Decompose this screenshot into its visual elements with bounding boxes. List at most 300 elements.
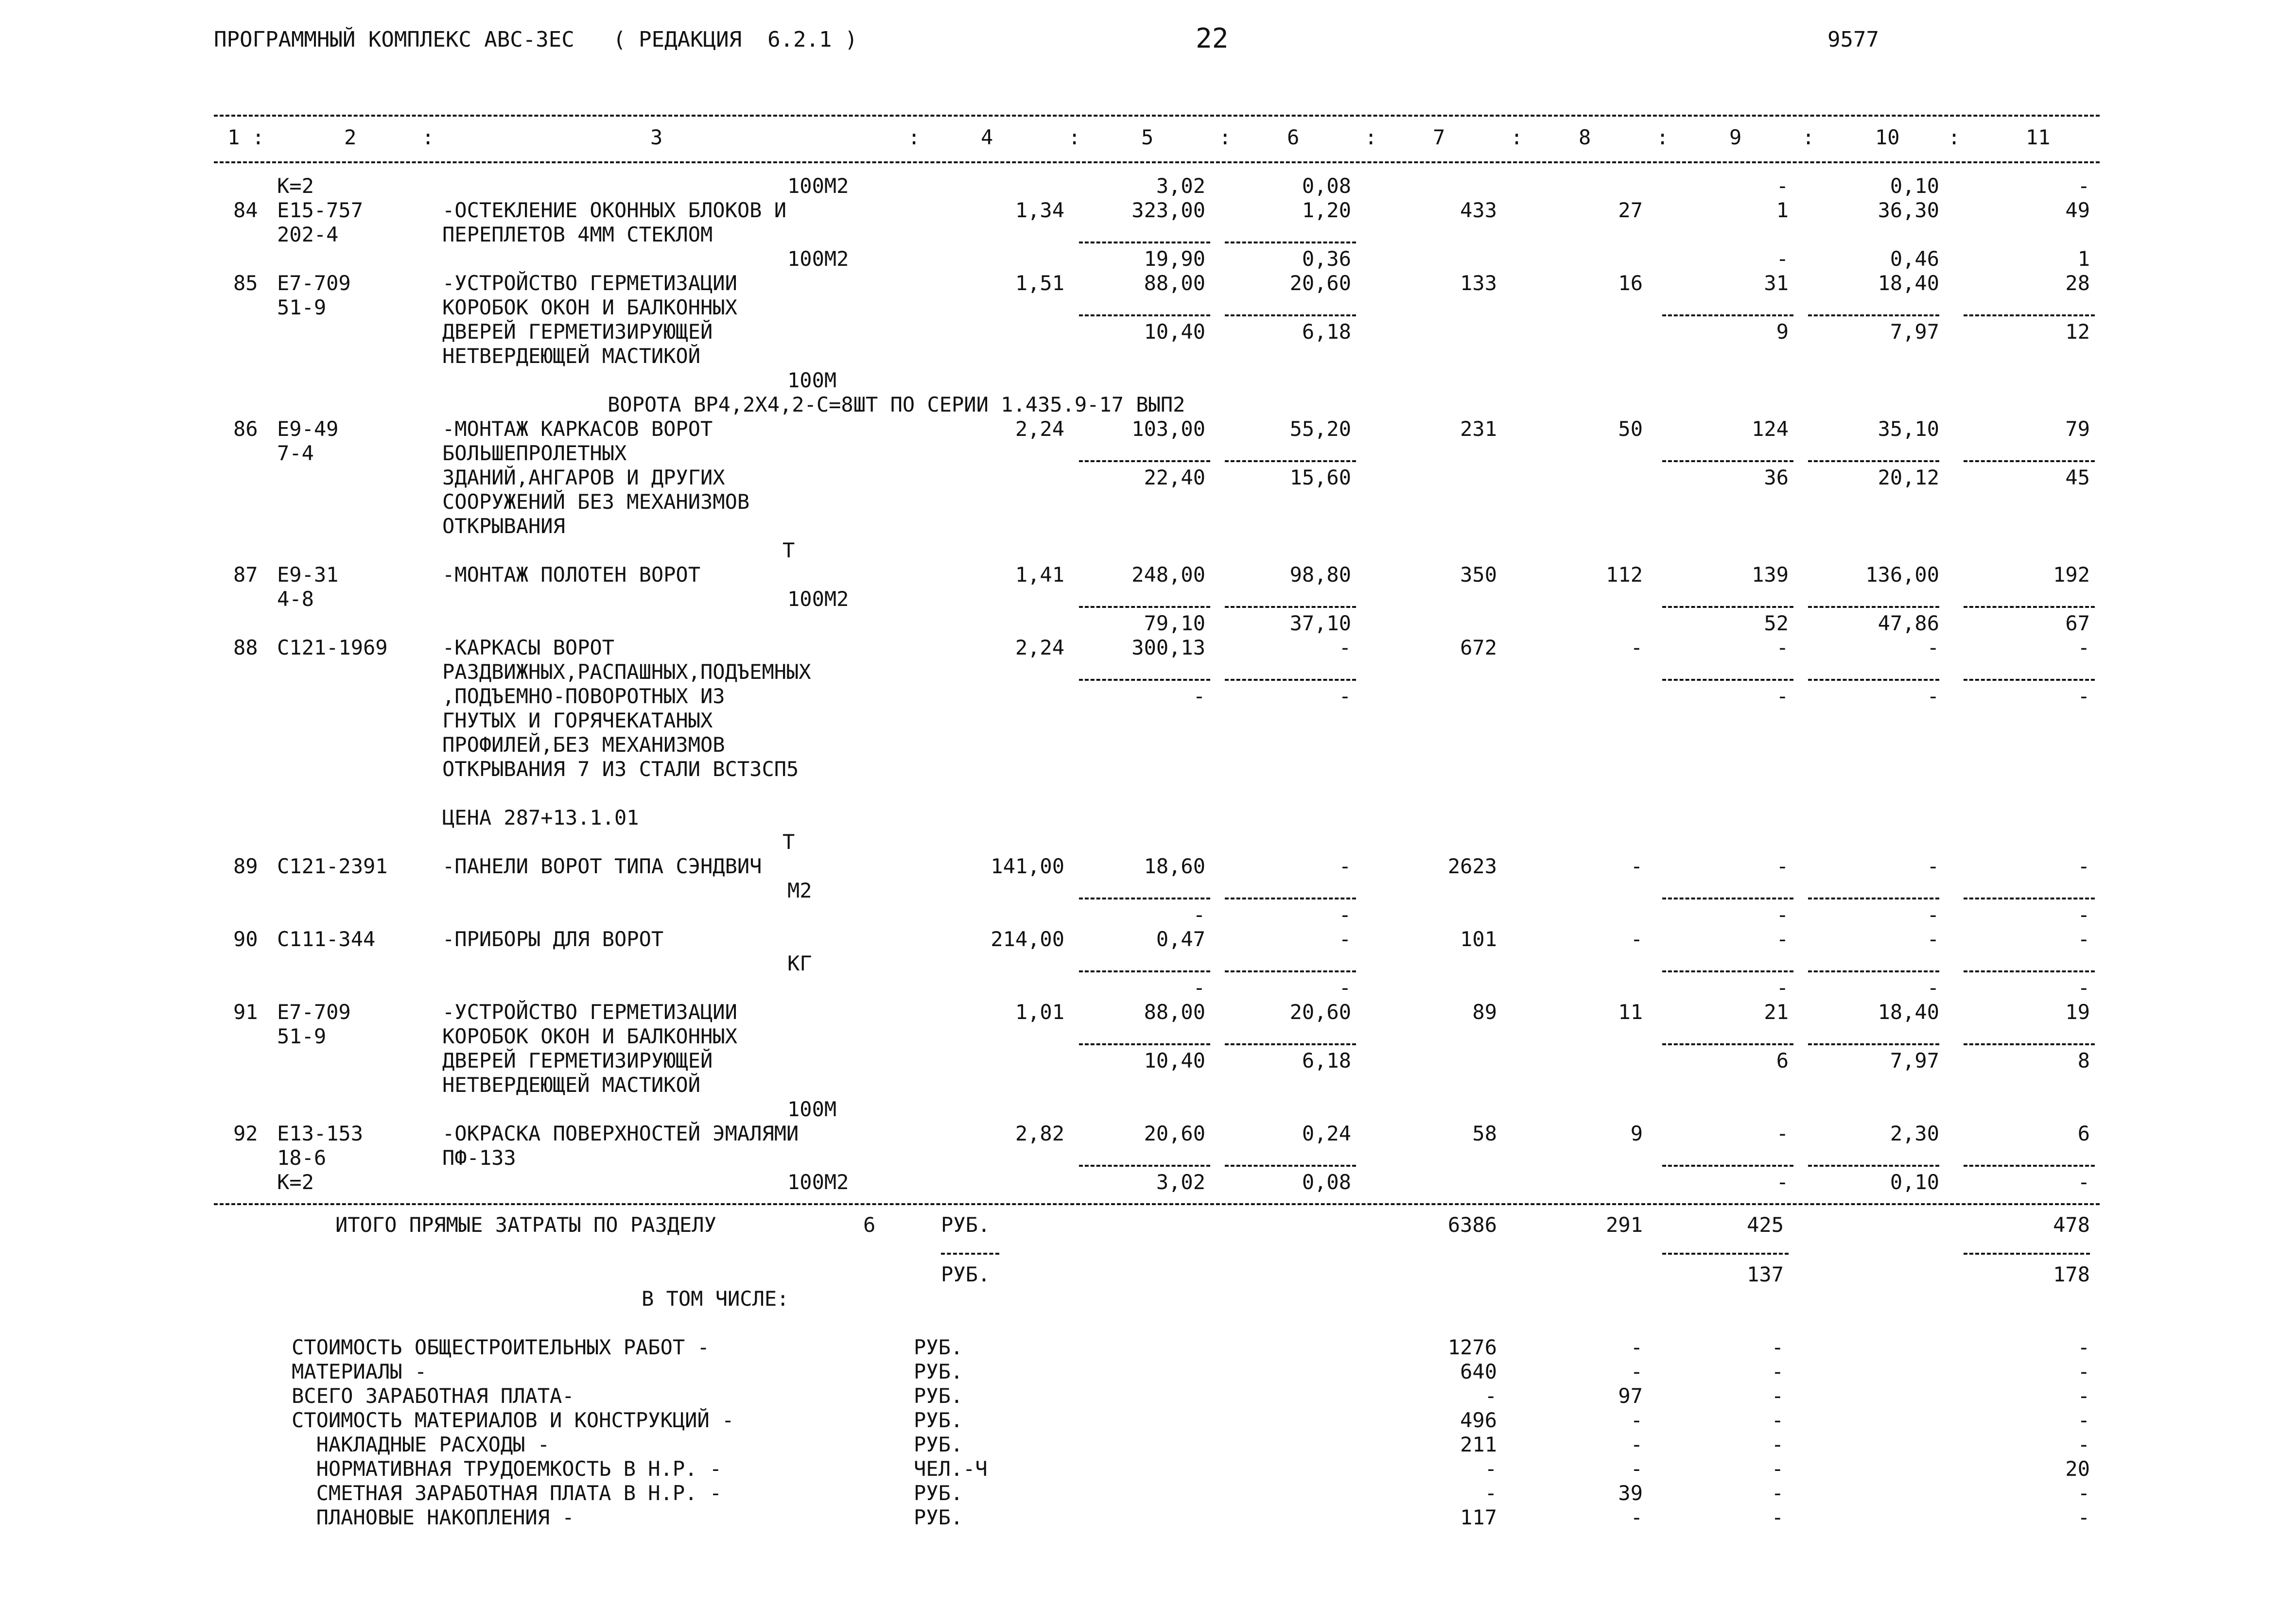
summary-col9: - [1771, 1335, 1784, 1359]
table-cell: 9 [1776, 320, 1789, 344]
summary-col9: - [1771, 1481, 1784, 1505]
table-cell: - [1927, 976, 1939, 1000]
separator-top [214, 115, 2100, 117]
col-separator: : [1219, 125, 1232, 149]
cell-divider [1964, 1043, 2095, 1045]
table-cell: 36 [1764, 466, 1789, 489]
table-cell: 7,97 [1890, 1049, 1939, 1072]
table-cell: 52 [1764, 611, 1789, 635]
table-cell: КГ [787, 951, 812, 975]
table-cell: - [2077, 927, 2090, 951]
cell-divider [1964, 898, 2095, 899]
cell-divider [1808, 460, 1939, 462]
table-cell: -УСТРОЙСТВО ГЕРМЕТИЗАЦИИ [442, 1000, 737, 1024]
table-cell: - [1776, 854, 1789, 878]
cell-divider [1808, 679, 1939, 681]
table-cell: 112 [1606, 563, 1643, 587]
table-cell: 10,40 [1144, 320, 1205, 344]
col-number: 7 [1433, 125, 1445, 149]
table-cell: С111-344 [277, 927, 376, 951]
table-cell: 91 [233, 1000, 258, 1024]
table-cell: 19 [2065, 1000, 2090, 1024]
col-number: 4 [981, 125, 993, 149]
table-cell: С121-1969 [277, 636, 388, 659]
program-title: ПРОГРАММНЫЙ КОМПЛЕКС АВС-3ЕС ( РЕДАКЦИЯ 6.2.1 ) [214, 27, 858, 52]
table-cell: 7-4 [277, 441, 314, 465]
table-cell: - [1630, 927, 1643, 951]
summary-label: ВСЕГО ЗАРАБОТНАЯ ПЛАТА- [292, 1384, 574, 1408]
cell-divider [1225, 606, 1356, 608]
summary-col7: 496 [1460, 1408, 1497, 1432]
totals-unit-2: РУБ. [941, 1262, 991, 1286]
table-cell: 84 [233, 198, 258, 222]
table-cell: С121-2391 [277, 854, 388, 878]
summary-unit: РУБ. [914, 1433, 963, 1456]
summary-col11: - [2077, 1505, 2090, 1529]
summary-col9: - [1771, 1505, 1784, 1529]
table-cell: БОЛЬШЕПРОЛЕТНЫХ [442, 441, 627, 465]
col-separator: : [1656, 125, 1669, 149]
table-cell: - [1927, 684, 1939, 708]
col-separator: : [1365, 125, 1377, 149]
table-cell: СООРУЖЕНИЙ БЕЗ МЕХАНИЗМОВ [442, 490, 750, 514]
table-cell: К=2 [277, 1170, 314, 1194]
summary-col7: 117 [1460, 1505, 1497, 1529]
col-number: 2 [344, 125, 357, 149]
cell-divider [1662, 606, 1793, 608]
summary-col11: - [2077, 1481, 2090, 1505]
table-cell: 101 [1460, 927, 1497, 951]
table-cell: 20,12 [1878, 466, 1939, 489]
col-number: 6 [1287, 125, 1300, 149]
col-number: 1 : [227, 125, 264, 149]
table-cell: Е13-153 [277, 1122, 364, 1145]
table-cell: 100М2 [787, 174, 849, 198]
table-cell: 2,24 [1015, 417, 1064, 441]
cell-divider [1662, 679, 1793, 681]
table-cell: 0,08 [1302, 174, 1351, 198]
table-cell: Е7-709 [277, 271, 351, 295]
table-cell: 1,41 [1015, 563, 1064, 587]
cell-divider [1079, 1043, 1210, 1045]
cell-divider [1964, 606, 2095, 608]
table-cell: - [1776, 684, 1789, 708]
cell-divider [1662, 970, 1793, 972]
including-label: В ТОМ ЧИСЛЕ: [642, 1287, 789, 1311]
table-cell: - [1776, 174, 1789, 198]
table-cell: 136,00 [1865, 563, 1939, 587]
summary-col11: 20 [2065, 1457, 2090, 1481]
table-cell: 20,60 [1289, 1000, 1351, 1024]
table-cell: 6,18 [1302, 1049, 1351, 1072]
table-cell: 35,10 [1878, 417, 1939, 441]
summary-col11: - [2077, 1433, 2090, 1456]
table-cell: 21 [1764, 1000, 1789, 1024]
table-cell: 0,24 [1302, 1122, 1351, 1145]
table-cell: 18-6 [277, 1146, 327, 1170]
table-cell: 6 [2077, 1122, 2090, 1145]
table-cell: 19,90 [1144, 247, 1205, 271]
summary-col8: - [1630, 1408, 1643, 1432]
table-cell: 3,02 [1156, 174, 1205, 198]
table-cell: 92 [233, 1122, 258, 1145]
cell-divider [1808, 1165, 1939, 1167]
cell-divider [1964, 314, 2095, 316]
table-cell: - [1339, 854, 1351, 878]
table-cell: ГНУТЫХ И ГОРЯЧЕКАТАНЫХ [442, 708, 713, 732]
totals-unit: РУБ. [941, 1213, 991, 1237]
table-cell: 18,40 [1878, 1000, 1939, 1024]
summary-col7: 640 [1460, 1360, 1497, 1383]
summary-col8: - [1630, 1335, 1643, 1359]
table-cell: 6,18 [1302, 320, 1351, 344]
cell-divider [1964, 1165, 2095, 1167]
col-number: 3 [650, 125, 663, 149]
table-cell: ЗДАНИЙ,АНГАРОВ И ДРУГИХ [442, 466, 725, 489]
cell-divider [1225, 679, 1356, 681]
table-cell: - [2077, 903, 2090, 927]
table-cell: 0,36 [1302, 247, 1351, 271]
col-separator: : [1068, 125, 1081, 149]
table-cell: Е9-49 [277, 417, 339, 441]
table-cell: 90 [233, 927, 258, 951]
summary-col7: 1276 [1447, 1335, 1497, 1359]
col-separator: : [1511, 125, 1523, 149]
table-cell: Т [783, 538, 795, 562]
table-cell: - [1776, 927, 1789, 951]
table-cell: - [2077, 636, 2090, 659]
table-cell: 89 [233, 854, 258, 878]
summary-unit: РУБ. [914, 1481, 963, 1505]
table-cell: ДВЕРЕЙ ГЕРМЕТИЗИРУЮЩЕЙ [442, 1049, 713, 1072]
table-cell: 18,60 [1144, 854, 1205, 878]
table-cell: 0,47 [1156, 927, 1205, 951]
table-cell: 37,10 [1289, 611, 1351, 635]
table-cell: 672 [1460, 636, 1497, 659]
table-cell: 79,10 [1144, 611, 1205, 635]
summary-unit: РУБ. [914, 1384, 963, 1408]
totals-col8: 291 [1606, 1213, 1643, 1237]
summary-label: ПЛАНОВЫЕ НАКОПЛЕНИЯ - [292, 1505, 574, 1529]
short-dash [1662, 1253, 1789, 1255]
summary-col7: - [1484, 1481, 1497, 1505]
col-separator: : [422, 125, 435, 149]
summary-label: СМЕТНАЯ ЗАРАБОТНАЯ ПЛАТА В Н.Р. - [292, 1481, 722, 1505]
table-cell: 300,13 [1131, 636, 1205, 659]
summary-col9: - [1771, 1433, 1784, 1456]
col-number: 5 [1141, 125, 1154, 149]
table-cell: - [1776, 1170, 1789, 1194]
table-cell: 89 [1472, 1000, 1497, 1024]
cell-divider [1225, 1043, 1356, 1045]
short-dash [1964, 1253, 2090, 1255]
table-cell: ,ПОДЪЕМНО-ПОВОРОТНЫХ ИЗ [442, 684, 725, 708]
table-cell: 2,30 [1890, 1122, 1939, 1145]
totals-col11-b: 178 [2053, 1262, 2090, 1286]
page-number: 22 [1196, 23, 1229, 54]
col-number: 8 [1579, 125, 1591, 149]
table-cell: 18,40 [1878, 271, 1939, 295]
cell-divider [1079, 314, 1210, 316]
table-cell: - [1927, 854, 1939, 878]
table-cell: - [1193, 684, 1205, 708]
table-cell: Е7-709 [277, 1000, 351, 1024]
table-cell: 28 [2065, 271, 2090, 295]
table-cell: ПРОФИЛЕЙ,БЕЗ МЕХАНИЗМОВ [442, 733, 725, 757]
table-cell: - [1630, 854, 1643, 878]
table-cell: 1,20 [1302, 198, 1351, 222]
summary-label: НАКЛАДНЫЕ РАСХОДЫ - [292, 1433, 550, 1456]
table-cell: 1,34 [1015, 198, 1064, 222]
summary-unit: РУБ. [914, 1335, 963, 1359]
table-cell: Е15-757 [277, 198, 364, 222]
totals-section: 6 [863, 1213, 876, 1237]
table-cell: ПЕРЕПЛЕТОВ 4ММ СТЕКЛОМ [442, 223, 713, 246]
summary-col7: - [1484, 1384, 1497, 1408]
cell-divider [1808, 1043, 1939, 1045]
col-number: 9 [1729, 125, 1742, 149]
table-cell: 10,40 [1144, 1049, 1205, 1072]
document-number: 9577 [1827, 27, 1879, 52]
table-cell: 0,08 [1302, 1170, 1351, 1194]
cell-divider [1808, 606, 1939, 608]
table-cell: - [1776, 976, 1789, 1000]
table-cell: -МОНТАЖ КАРКАСОВ ВОРОТ [442, 417, 713, 441]
col-separator: : [1948, 125, 1961, 149]
table-cell: РАЗДВИЖНЫХ,РАСПАШНЫХ,ПОДЪЕМНЫХ [442, 660, 811, 684]
table-cell: - [1339, 684, 1351, 708]
table-cell: 2,24 [1015, 636, 1064, 659]
summary-col11: - [2077, 1335, 2090, 1359]
cell-divider [1079, 970, 1210, 972]
summary-col8: - [1630, 1433, 1643, 1456]
table-cell: 100М [787, 1097, 837, 1121]
table-cell: 0,10 [1890, 1170, 1939, 1194]
summary-col8: - [1630, 1457, 1643, 1481]
table-cell: 85 [233, 271, 258, 295]
table-cell: -ПАНЕЛИ ВОРОТ ТИПА СЭНДВИЧ [442, 854, 762, 878]
cell-divider [1225, 1165, 1356, 1167]
table-cell: 45 [2065, 466, 2090, 489]
table-cell: 98,80 [1289, 563, 1351, 587]
table-cell: 12 [2065, 320, 2090, 344]
table-cell: - [1776, 636, 1789, 659]
table-cell: 100М2 [787, 1170, 849, 1194]
table-cell: 22,40 [1144, 466, 1205, 489]
table-cell: - [1776, 903, 1789, 927]
table-cell: 16 [1618, 271, 1643, 295]
summary-col8: - [1630, 1360, 1643, 1383]
separator-totals [214, 1203, 2100, 1205]
table-cell: 67 [2065, 611, 2090, 635]
table-cell: 103,00 [1131, 417, 1205, 441]
cell-divider [1225, 970, 1356, 972]
table-cell: ПФ-133 [442, 1146, 516, 1170]
cell-divider [1808, 970, 1939, 972]
table-cell: -КАРКАСЫ ВОРОТ [442, 636, 615, 659]
table-cell: 100М [787, 368, 837, 392]
table-cell: КОРОБОК ОКОН И БАЛКОННЫХ [442, 295, 737, 319]
table-cell: 47,86 [1878, 611, 1939, 635]
table-cell: - [1339, 976, 1351, 1000]
table-cell: -ОСТЕКЛЕНИЕ ОКОННЫХ БЛОКОВ И [442, 198, 787, 222]
cell-divider [1079, 679, 1210, 681]
table-cell: 36,30 [1878, 198, 1939, 222]
table-cell: - [1193, 976, 1205, 1000]
totals-col7: 6386 [1447, 1213, 1497, 1237]
table-cell: - [1339, 636, 1351, 659]
summary-col11: - [2077, 1408, 2090, 1432]
short-dash [941, 1253, 999, 1255]
table-cell: -МОНТАЖ ПОЛОТЕН ВОРОТ [442, 563, 701, 587]
table-cell: 20,60 [1289, 271, 1351, 295]
summary-col7: - [1484, 1457, 1497, 1481]
cell-divider [1662, 898, 1793, 899]
table-cell: 8 [2077, 1049, 2090, 1072]
cell-divider [1079, 460, 1210, 462]
summary-label: НОРМАТИВНАЯ ТРУДОЕМКОСТЬ В Н.Р. - [292, 1457, 722, 1481]
table-cell: - [1630, 636, 1643, 659]
table-cell: - [2077, 174, 2090, 198]
summary-label: МАТЕРИАЛЫ - [292, 1360, 427, 1383]
table-cell: 1,51 [1015, 271, 1064, 295]
summary-col9: - [1771, 1384, 1784, 1408]
cell-divider [1662, 1165, 1793, 1167]
table-cell: 7,97 [1890, 320, 1939, 344]
table-cell: М2 [787, 879, 812, 902]
table-cell: 27 [1618, 198, 1643, 222]
table-cell: НЕТВЕРДЕЮЩЕЙ МАСТИКОЙ [442, 344, 701, 368]
table-cell: 1 [1776, 198, 1789, 222]
col-separator: : [908, 125, 921, 149]
table-cell: 3,02 [1156, 1170, 1205, 1194]
table-cell: 58 [1472, 1122, 1497, 1145]
table-cell: 51-9 [277, 295, 327, 319]
cell-divider [1225, 242, 1356, 243]
table-cell: 141,00 [991, 854, 1064, 878]
totals-col9-b: 137 [1747, 1262, 1784, 1286]
summary-col7: 211 [1460, 1433, 1497, 1456]
col-separator: : [1802, 125, 1815, 149]
separator-header [214, 161, 2100, 163]
table-cell: 31 [1764, 271, 1789, 295]
cell-divider [1225, 898, 1356, 899]
summary-col9: - [1771, 1360, 1784, 1383]
table-cell: КОРОБОК ОКОН И БАЛКОННЫХ [442, 1024, 737, 1048]
summary-unit: РУБ. [914, 1408, 963, 1432]
table-cell: 1 [2077, 247, 2090, 271]
table-cell: 6 [1776, 1049, 1789, 1072]
table-cell: 9 [1630, 1122, 1643, 1145]
cell-divider [1662, 1043, 1793, 1045]
table-cell: ВОРОТА ВР4,2Х4,2-С=8ШТ ПО СЕРИИ 1.435.9-17 ВЫП2 [608, 393, 1185, 416]
summary-col8: - [1630, 1505, 1643, 1529]
table-cell: 1,01 [1015, 1000, 1064, 1024]
table-cell: Е9-31 [277, 563, 339, 587]
table-cell: 100М2 [787, 587, 849, 611]
cell-divider [1964, 460, 2095, 462]
table-cell: - [1776, 1122, 1789, 1145]
table-cell: 49 [2065, 198, 2090, 222]
table-cell: - [1927, 636, 1939, 659]
table-cell: 100М2 [787, 247, 849, 271]
table-cell: 51-9 [277, 1024, 327, 1048]
table-cell: 55,20 [1289, 417, 1351, 441]
cell-divider [1964, 970, 2095, 972]
summary-col8: 97 [1618, 1384, 1643, 1408]
table-cell: 350 [1460, 563, 1497, 587]
table-cell: 214,00 [991, 927, 1064, 951]
table-cell: 192 [2053, 563, 2090, 587]
cell-divider [1079, 606, 1210, 608]
summary-label: СТОИМОСТЬ ОБЩЕСТРОИТЕЛЬНЫХ РАБОТ - [292, 1335, 710, 1359]
summary-unit: РУБ. [914, 1505, 963, 1529]
table-cell: - [2077, 976, 2090, 1000]
table-cell: - [1193, 903, 1205, 927]
totals-label: ИТОГО ПРЯМЫЕ ЗАТРАТЫ ПО РАЗДЕЛУ [335, 1213, 716, 1237]
table-cell: - [2077, 684, 2090, 708]
table-cell: 0,10 [1890, 174, 1939, 198]
table-cell: 79 [2065, 417, 2090, 441]
summary-unit: ЧЕЛ.-Ч [914, 1457, 988, 1481]
summary-col11: - [2077, 1360, 2090, 1383]
cell-divider [1808, 314, 1939, 316]
table-cell: 11 [1618, 1000, 1643, 1024]
cell-divider [1079, 1165, 1210, 1167]
cell-divider [1079, 242, 1210, 243]
table-cell: ОТКРЫВАНИЯ [442, 514, 565, 538]
totals-col11: 478 [2053, 1213, 2090, 1237]
table-cell: 50 [1618, 417, 1643, 441]
table-cell: -ПРИБОРЫ ДЛЯ ВОРОТ [442, 927, 664, 951]
cell-divider [1662, 460, 1793, 462]
table-cell: 124 [1752, 417, 1789, 441]
table-cell: 323,00 [1131, 198, 1205, 222]
table-cell: 4-8 [277, 587, 314, 611]
table-cell: ОТКРЫВАНИЯ 7 ИЗ СТАЛИ ВСТ3СП5 [442, 757, 799, 781]
table-cell: 87 [233, 563, 258, 587]
table-cell: Т [783, 830, 795, 854]
table-cell: 2623 [1447, 854, 1497, 878]
table-cell: - [1339, 927, 1351, 951]
table-cell: 248,00 [1131, 563, 1205, 587]
table-cell: - [1776, 247, 1789, 271]
col-number: 11 [2026, 125, 2051, 149]
table-cell: 133 [1460, 271, 1497, 295]
table-cell: 15,60 [1289, 466, 1351, 489]
table-cell: ЦЕНА 287+13.1.01 [442, 806, 639, 829]
table-cell: ДВЕРЕЙ ГЕРМЕТИЗИРУЮЩЕЙ [442, 320, 713, 344]
table-cell: - [1927, 903, 1939, 927]
table-cell: 88,00 [1144, 271, 1205, 295]
totals-col9: 425 [1747, 1213, 1784, 1237]
cell-divider [1225, 314, 1356, 316]
summary-unit: РУБ. [914, 1360, 963, 1383]
table-cell: 2,82 [1015, 1122, 1064, 1145]
col-number: 10 [1875, 125, 1900, 149]
table-cell: - [1339, 903, 1351, 927]
table-cell: НЕТВЕРДЕЮЩЕЙ МАСТИКОЙ [442, 1073, 701, 1097]
summary-col9: - [1771, 1457, 1784, 1481]
summary-col9: - [1771, 1408, 1784, 1432]
table-cell: 139 [1752, 563, 1789, 587]
table-cell: - [2077, 854, 2090, 878]
cell-divider [1079, 898, 1210, 899]
table-cell: -УСТРОЙСТВО ГЕРМЕТИЗАЦИИ [442, 271, 737, 295]
summary-col8: 39 [1618, 1481, 1643, 1505]
summary-label: СТОИМОСТЬ МАТЕРИАЛОВ И КОНСТРУКЦИЙ - [292, 1408, 734, 1432]
table-cell: - [2077, 1170, 2090, 1194]
